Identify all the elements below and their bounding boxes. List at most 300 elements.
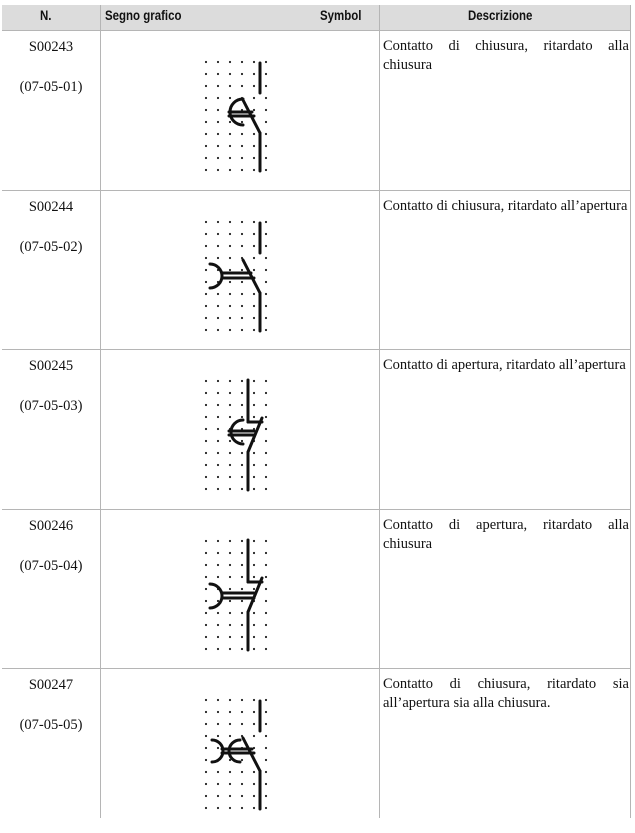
grid-dot [217, 380, 219, 382]
grid-dot [217, 329, 219, 331]
grid-dot [265, 476, 267, 478]
grid-dot [217, 795, 219, 797]
grid-dot [217, 157, 219, 159]
grid-dot [217, 305, 219, 307]
grid-dot [229, 452, 231, 454]
grid-dot [205, 488, 207, 490]
grid-dot [265, 735, 267, 737]
grid-dot [241, 464, 243, 466]
grid-dot [229, 488, 231, 490]
grid-dot [241, 61, 243, 63]
grid-dot [241, 121, 243, 123]
grid-dot [217, 73, 219, 75]
grid-dot [241, 293, 243, 295]
grid-dot [229, 588, 231, 590]
grid-dot [253, 452, 255, 454]
grid-dot [241, 416, 243, 418]
grid-dot [229, 807, 231, 809]
grid-dot [253, 73, 255, 75]
grid-dot [253, 245, 255, 247]
grid-dot [253, 771, 255, 773]
grid-dot [229, 133, 231, 135]
symbol-reference: (07-05-02) [19, 239, 83, 255]
grid-dot [217, 612, 219, 614]
grid-dot [241, 380, 243, 382]
symbol-reference: (07-05-04) [19, 558, 83, 574]
grid-dot [229, 699, 231, 701]
grid-dot [253, 145, 255, 147]
grid-dot [265, 464, 267, 466]
grid-dot [205, 233, 207, 235]
grid-dot [241, 169, 243, 171]
grid-dot [265, 257, 267, 259]
grid-dot [265, 293, 267, 295]
grid-dot [205, 109, 207, 111]
table-header [2, 5, 631, 30]
grid-dot [253, 612, 255, 614]
grid-dot [205, 612, 207, 614]
grid-dot [265, 624, 267, 626]
grid-dot [265, 157, 267, 159]
grid-dot [205, 783, 207, 785]
grid-dot [241, 771, 243, 773]
grid-dot [217, 245, 219, 247]
grid-dot [229, 540, 231, 542]
grid-dot [229, 380, 231, 382]
grid-dot [205, 329, 207, 331]
grid-dot [241, 795, 243, 797]
grid-dot [229, 723, 231, 725]
grid-dot [253, 169, 255, 171]
grid-dot [217, 564, 219, 566]
grid-dot [265, 305, 267, 307]
grid-dot [217, 711, 219, 713]
grid-dot [205, 540, 207, 542]
grid-dot [229, 464, 231, 466]
grid-dot [229, 576, 231, 578]
grid-dot [217, 428, 219, 430]
grid-dot [205, 440, 207, 442]
grid-dot [253, 380, 255, 382]
grid-dot [217, 476, 219, 478]
grid-dot [217, 61, 219, 63]
grid-dot [217, 97, 219, 99]
grid-dot [217, 109, 219, 111]
grid-dot [241, 588, 243, 590]
grid-dot [265, 281, 267, 283]
grid-dot [229, 221, 231, 223]
grid-dot [229, 795, 231, 797]
grid-dot [253, 109, 255, 111]
grid-dot [265, 416, 267, 418]
grid-dot [241, 317, 243, 319]
grid-dot [241, 245, 243, 247]
grid-dot [265, 245, 267, 247]
grid-dot [217, 552, 219, 554]
grid-dot [265, 699, 267, 701]
grid-dot [217, 576, 219, 578]
grid-dot [253, 97, 255, 99]
grid-dot [253, 488, 255, 490]
grid-dot [229, 73, 231, 75]
grid-dot [253, 233, 255, 235]
grid-dot [265, 612, 267, 614]
grid-dot [229, 404, 231, 406]
grid-dot [253, 476, 255, 478]
grid-dot [253, 293, 255, 295]
grid-dot [253, 464, 255, 466]
make-contact-delayed-opening-icon [198, 217, 274, 335]
symbol-description: Contatto di chiusura, ritardato all’apertura [383, 198, 628, 214]
grid-dot [217, 723, 219, 725]
grid-dot [205, 61, 207, 63]
grid-dot [217, 464, 219, 466]
grid-dot [265, 452, 267, 454]
grid-dot [217, 783, 219, 785]
grid-dot [265, 317, 267, 319]
grid-dot [229, 245, 231, 247]
grid-dot [265, 588, 267, 590]
grid-dot [253, 157, 255, 159]
grid-dot [205, 759, 207, 761]
grid-dot [241, 576, 243, 578]
grid-dot [205, 624, 207, 626]
grid-dot [241, 540, 243, 542]
grid-dot [205, 404, 207, 406]
symbol-code: S00243 [28, 39, 74, 55]
grid-dot [265, 145, 267, 147]
grid-dot [265, 169, 267, 171]
grid-dot [217, 735, 219, 737]
grid-dot [205, 133, 207, 135]
grid-dot [205, 73, 207, 75]
grid-dot [265, 747, 267, 749]
grid-dot [217, 540, 219, 542]
grid-dot [229, 416, 231, 418]
grid-dot [241, 145, 243, 147]
grid-dot [253, 540, 255, 542]
symbol-description: Contatto di apertura, ritardato all’apertura [383, 357, 626, 373]
grid-dot [205, 723, 207, 725]
grid-dot [205, 392, 207, 394]
grid-dot [265, 711, 267, 713]
grid-dot [205, 169, 207, 171]
grid-dot [253, 564, 255, 566]
grid-dot [241, 600, 243, 602]
header-descrizione: Descrizione [468, 8, 533, 23]
symbol-code: S00246 [28, 518, 74, 534]
grid-dot [217, 636, 219, 638]
grid-dot [205, 771, 207, 773]
grid-dot [217, 747, 219, 749]
grid-dot [229, 293, 231, 295]
grid-dot [265, 329, 267, 331]
grid-dot [253, 221, 255, 223]
grid-dot [241, 73, 243, 75]
grid-dot [265, 233, 267, 235]
grid-dot [229, 711, 231, 713]
grid-dot [205, 711, 207, 713]
header-n: N. [40, 8, 52, 23]
grid-dot [253, 588, 255, 590]
grid-dot [253, 576, 255, 578]
grid-dot [205, 281, 207, 283]
grid-dot [253, 783, 255, 785]
grid-dot [205, 416, 207, 418]
grid-dot [265, 109, 267, 111]
grid-dot [217, 771, 219, 773]
grid-dot [265, 648, 267, 650]
grid-dot [229, 85, 231, 87]
grid-dot [217, 600, 219, 602]
grid-dot [253, 305, 255, 307]
grid-dot [241, 452, 243, 454]
grid-dot [241, 636, 243, 638]
grid-dot [205, 576, 207, 578]
grid-dot [253, 416, 255, 418]
grid-dot [229, 648, 231, 650]
grid-dot [265, 552, 267, 554]
grid-dot [241, 552, 243, 554]
grid-dot [205, 121, 207, 123]
grid-dot [241, 711, 243, 713]
grid-dot [253, 636, 255, 638]
grid-dot [205, 293, 207, 295]
grid-dot [229, 552, 231, 554]
grid-dot [241, 807, 243, 809]
grid-dot [205, 305, 207, 307]
grid-dot [253, 711, 255, 713]
grid-dot [217, 488, 219, 490]
grid-dot [253, 392, 255, 394]
grid-dot [205, 476, 207, 478]
grid-dot [253, 699, 255, 701]
grid-dot [241, 85, 243, 87]
grid-dot [241, 157, 243, 159]
grid-dot [205, 636, 207, 638]
grid-dot [229, 317, 231, 319]
grid-dot [265, 121, 267, 123]
grid-dot [205, 464, 207, 466]
symbol-code: S00244 [28, 199, 74, 215]
grid-dot [265, 73, 267, 75]
grid-dot [217, 699, 219, 701]
grid-dot [229, 636, 231, 638]
grid-dot [217, 293, 219, 295]
header-symbol: Symbol [320, 8, 362, 23]
grid-dot [265, 440, 267, 442]
grid-dot [253, 624, 255, 626]
grid-dot [265, 392, 267, 394]
grid-dot [205, 588, 207, 590]
grid-dot [241, 699, 243, 701]
grid-dot [241, 648, 243, 650]
table-row [2, 673, 631, 833]
grid-dot [229, 97, 231, 99]
grid-dot [229, 783, 231, 785]
grid-dot [205, 648, 207, 650]
grid-dot [205, 380, 207, 382]
grid-dot [217, 169, 219, 171]
grid-dot [265, 771, 267, 773]
symbol-reference: (07-05-03) [19, 398, 83, 414]
grid-dot [205, 795, 207, 797]
grid-dot [265, 97, 267, 99]
symbol-description: Contatto di apertura, ritardato alla chiusura [383, 517, 629, 552]
grid-dot [229, 233, 231, 235]
grid-dot [265, 133, 267, 135]
grid-dot [265, 488, 267, 490]
grid-dot [217, 440, 219, 442]
grid-dot [229, 305, 231, 307]
grid-dot [229, 169, 231, 171]
grid-dot [241, 759, 243, 761]
break-contact-delayed-closing-icon [198, 536, 274, 654]
grid-dot [217, 624, 219, 626]
grid-dot [253, 269, 255, 271]
grid-dot [241, 440, 243, 442]
grid-dot [205, 269, 207, 271]
grid-dot [265, 61, 267, 63]
grid-dot [217, 221, 219, 223]
grid-dot [229, 269, 231, 271]
symbol-description: Contatto di chiusura, ritardato alla chiusura [383, 38, 629, 73]
grid-dot [217, 145, 219, 147]
grid-dot [205, 600, 207, 602]
grid-dot [217, 133, 219, 135]
grid-dot [253, 133, 255, 135]
grid-dot [229, 735, 231, 737]
header-segno-grafico: Segno grafico [105, 8, 182, 23]
grid-dot [241, 269, 243, 271]
grid-dot [265, 783, 267, 785]
grid-dot [229, 392, 231, 394]
grid-dot [229, 121, 231, 123]
grid-dot [217, 121, 219, 123]
make-contact-delayed-closing-icon [198, 57, 274, 175]
grid-dot [217, 317, 219, 319]
row-divider [2, 30, 631, 31]
symbol-code: S00247 [28, 677, 74, 693]
grid-dot [205, 317, 207, 319]
grid-dot [265, 380, 267, 382]
table-row [2, 35, 631, 195]
symbol-description: Contatto di chiusura, ritardato sia all’apertura sia alla chiusura. [383, 676, 629, 711]
grid-dot [205, 221, 207, 223]
make-contact-delayed-both-icon [198, 695, 274, 813]
grid-dot [217, 233, 219, 235]
symbol-reference: (07-05-05) [19, 717, 83, 733]
table-row [2, 514, 631, 674]
grid-dot [253, 735, 255, 737]
grid-dot [241, 281, 243, 283]
grid-dot [241, 783, 243, 785]
grid-dot [253, 648, 255, 650]
grid-dot [229, 624, 231, 626]
grid-dot [265, 807, 267, 809]
grid-dot [229, 329, 231, 331]
grid-dot [265, 404, 267, 406]
grid-dot [205, 564, 207, 566]
grid-dot [241, 564, 243, 566]
grid-dot [229, 281, 231, 283]
grid-dot [205, 807, 207, 809]
grid-dot [205, 97, 207, 99]
grid-dot [205, 157, 207, 159]
grid-dot [265, 564, 267, 566]
grid-dot [265, 795, 267, 797]
grid-dot [229, 564, 231, 566]
grid-dot [229, 612, 231, 614]
symbol-table [2, 5, 631, 818]
grid-dot [241, 233, 243, 235]
grid-dot [217, 392, 219, 394]
grid-dot [205, 428, 207, 430]
grid-dot [205, 699, 207, 701]
grid-dot [241, 133, 243, 135]
grid-dot [241, 488, 243, 490]
grid-dot [217, 416, 219, 418]
grid-dot [217, 807, 219, 809]
grid-dot [265, 723, 267, 725]
break-contact-delayed-opening-icon [198, 376, 274, 494]
grid-dot [253, 404, 255, 406]
grid-dot [253, 257, 255, 259]
grid-dot [241, 221, 243, 223]
grid-dot [229, 157, 231, 159]
grid-dot [253, 85, 255, 87]
grid-dot [265, 221, 267, 223]
grid-dot [265, 759, 267, 761]
grid-dot [253, 723, 255, 725]
grid-dot [229, 440, 231, 442]
grid-dot [205, 145, 207, 147]
grid-dot [229, 476, 231, 478]
table-row [2, 195, 631, 355]
grid-dot [253, 329, 255, 331]
grid-dot [205, 245, 207, 247]
grid-dot [241, 305, 243, 307]
grid-dot [229, 61, 231, 63]
grid-dot [205, 735, 207, 737]
grid-dot [265, 600, 267, 602]
grid-dot [241, 404, 243, 406]
grid-dot [241, 723, 243, 725]
grid-dot [229, 257, 231, 259]
grid-dot [217, 452, 219, 454]
grid-dot [205, 452, 207, 454]
grid-dot [205, 552, 207, 554]
grid-dot [253, 807, 255, 809]
grid-dot [241, 329, 243, 331]
symbol-code: S00245 [28, 358, 74, 374]
grid-dot [241, 624, 243, 626]
grid-dot [241, 476, 243, 478]
grid-dot [205, 85, 207, 87]
grid-dot [253, 795, 255, 797]
grid-dot [217, 257, 219, 259]
table-row [2, 354, 631, 514]
grid-dot [205, 257, 207, 259]
grid-dot [253, 552, 255, 554]
grid-dot [241, 392, 243, 394]
grid-dot [229, 145, 231, 147]
grid-dot [241, 612, 243, 614]
grid-dot [253, 61, 255, 63]
grid-dot [217, 648, 219, 650]
symbol-reference: (07-05-01) [19, 79, 83, 95]
grid-dot [229, 600, 231, 602]
